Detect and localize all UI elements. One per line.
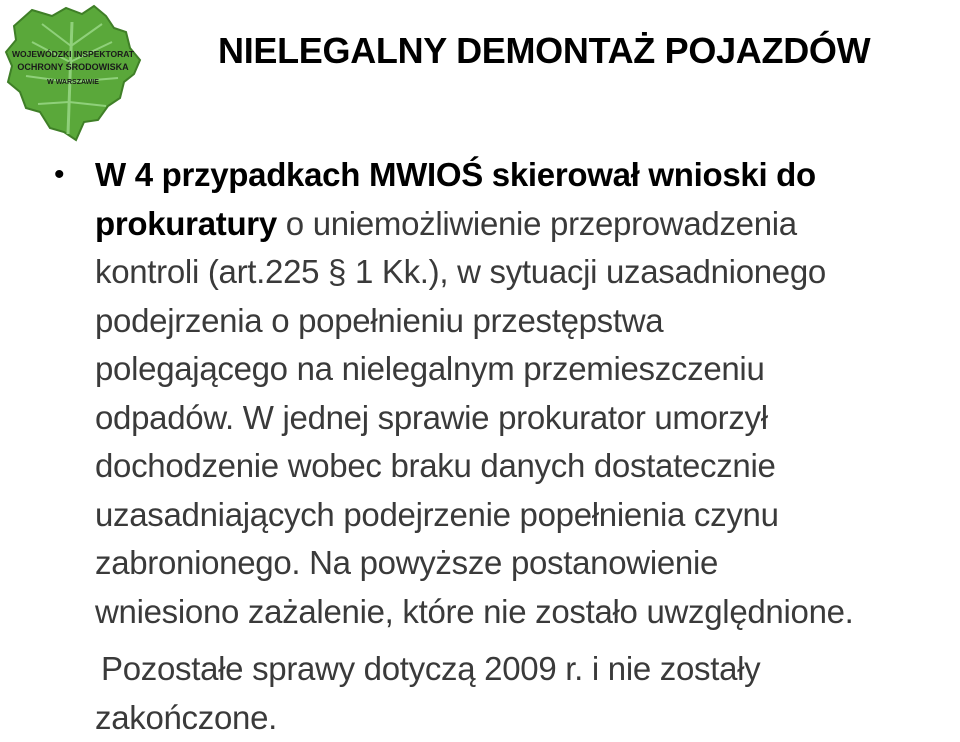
- bold-text: prokuratury: [95, 205, 277, 242]
- regular-text: odpadów. W jednej sprawie prokurator umorzył: [95, 399, 768, 436]
- paragraph-line: [95, 151, 955, 200]
- logo-text-line1: WOJEWÓDZKI INSPEKTORAT: [12, 48, 135, 59]
- paragraph-line: [95, 539, 955, 588]
- bold-text: W 4 przypadkach MWIOŚ skierował wnioski do: [95, 156, 816, 193]
- closing-paragraph: [95, 645, 955, 742]
- paragraph-line: [95, 297, 955, 346]
- paragraph-line: [95, 491, 955, 540]
- regular-text: o uniemożliwienie przeprowadzenia: [277, 205, 797, 242]
- logo-text-line3: W WARSZAWIE: [47, 79, 99, 86]
- regular-text: zabronionego. Na powyższe postanowienie: [95, 544, 718, 581]
- regular-text: kontroli (art.225 § 1 Kk.), w sytuacji uzasadnionego: [95, 253, 826, 290]
- closing-line: Pozostałe sprawy dotyczą 2009 r. i nie zostały: [95, 645, 955, 694]
- regular-text: wniesiono zażalenie, które nie zostało uwzględnione.: [95, 593, 854, 630]
- page-title: NIELEGALNY DEMONTAŻ POJAZDÓW: [218, 30, 870, 72]
- logo-text-line2: OCHRONY ŚRODOWISKA: [17, 61, 129, 72]
- regular-text: uzasadniających podejrzenie popełnienia czynu: [95, 496, 779, 533]
- regular-text: podejrzenia o popełnieniu przestępstwa: [95, 302, 663, 339]
- regular-text: dochodzenie wobec braku danych dostatecznie: [95, 447, 776, 484]
- closing-line: zakończone.: [95, 694, 955, 742]
- paragraph-line: [95, 345, 955, 394]
- bullet-paragraph: [95, 151, 955, 636]
- leaf-map-logo-icon: [2, 2, 144, 144]
- paragraph-line: [95, 442, 955, 491]
- regular-text: polegającego na nielegalnym przemieszczeniu: [95, 350, 765, 387]
- bullet-marker: •: [54, 151, 65, 200]
- paragraph-line: [95, 200, 955, 249]
- paragraph-line: [95, 248, 955, 297]
- paragraph-line: [95, 394, 955, 443]
- inspectorate-logo: [2, 2, 144, 144]
- paragraph-line: [95, 588, 955, 637]
